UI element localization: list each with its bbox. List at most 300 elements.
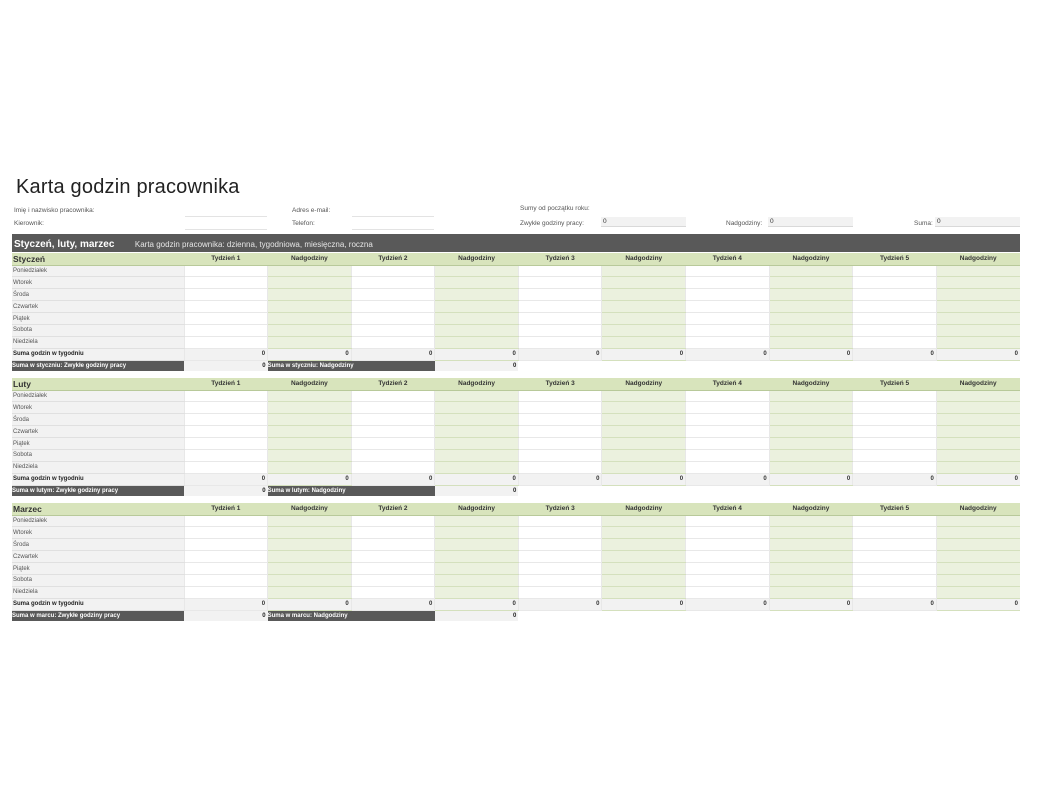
hours-cell[interactable] bbox=[518, 414, 602, 426]
overtime-cell[interactable] bbox=[602, 402, 686, 414]
hours-cell[interactable] bbox=[686, 551, 770, 563]
overtime-cell[interactable] bbox=[435, 574, 519, 586]
hours-cell[interactable] bbox=[518, 586, 602, 598]
month-name: Luty bbox=[12, 378, 184, 390]
overtime-cell[interactable] bbox=[936, 277, 1020, 289]
hours-cell[interactable] bbox=[184, 551, 268, 563]
day-label: Piątek bbox=[12, 313, 184, 325]
email-field[interactable] bbox=[352, 216, 434, 217]
overtime-cell[interactable] bbox=[769, 289, 853, 301]
hours-cell[interactable] bbox=[518, 289, 602, 301]
hours-cell[interactable] bbox=[853, 586, 937, 598]
overtime-cell[interactable] bbox=[602, 563, 686, 575]
overtime-cell[interactable] bbox=[435, 414, 519, 426]
overtime-cell[interactable] bbox=[435, 324, 519, 336]
month-total-row bbox=[12, 485, 1020, 496]
hours-cell[interactable] bbox=[853, 414, 937, 426]
overtime-cell[interactable] bbox=[602, 527, 686, 539]
page-title: Karta godzin pracownika bbox=[16, 176, 240, 198]
overtime-cell[interactable] bbox=[769, 438, 853, 450]
hours-cell[interactable] bbox=[686, 586, 770, 598]
table-row bbox=[12, 277, 1020, 289]
overtime-cell[interactable] bbox=[435, 265, 519, 277]
overtime-cell[interactable] bbox=[602, 265, 686, 277]
hours-cell[interactable] bbox=[686, 289, 770, 301]
overtime-cell[interactable] bbox=[268, 402, 352, 414]
overtime-cell[interactable] bbox=[268, 461, 352, 473]
overtime-cell[interactable] bbox=[435, 563, 519, 575]
hours-cell[interactable] bbox=[351, 324, 435, 336]
overtime-cell[interactable] bbox=[769, 277, 853, 289]
hours-cell[interactable] bbox=[686, 461, 770, 473]
overtime-cell[interactable] bbox=[268, 586, 352, 598]
hours-cell[interactable] bbox=[853, 539, 937, 551]
table-header-row bbox=[12, 378, 1020, 390]
overtime-cell[interactable] bbox=[602, 414, 686, 426]
hours-cell[interactable] bbox=[853, 301, 937, 313]
hours-cell[interactable] bbox=[853, 449, 937, 461]
week-sum-value: 0 bbox=[184, 348, 268, 360]
week-sum-value: 0 bbox=[184, 598, 268, 610]
overtime-column-header: Nadgodziny bbox=[602, 378, 686, 390]
email-label: Adres e-mail: bbox=[292, 207, 331, 214]
overtime-cell[interactable] bbox=[268, 563, 352, 575]
week-sum-value: 0 bbox=[268, 473, 352, 485]
overtime-cell[interactable] bbox=[602, 515, 686, 527]
day-label: Niedziela bbox=[12, 586, 184, 598]
hours-cell[interactable] bbox=[686, 438, 770, 450]
overtime-cell[interactable] bbox=[936, 449, 1020, 461]
month-name: Marzec bbox=[12, 503, 184, 515]
month-overtime-label: Suma w marcu: Nadgodziny bbox=[268, 610, 435, 621]
hours-cell[interactable] bbox=[351, 414, 435, 426]
hours-cell[interactable] bbox=[518, 539, 602, 551]
hours-cell[interactable] bbox=[518, 551, 602, 563]
week-sum-label: Suma godzin w tygodniu bbox=[12, 598, 184, 610]
overtime-cell[interactable] bbox=[602, 586, 686, 598]
quarter-banner bbox=[12, 234, 1020, 252]
hours-cell[interactable] bbox=[853, 438, 937, 450]
overtime-cell[interactable] bbox=[602, 574, 686, 586]
table-row bbox=[12, 438, 1020, 450]
overtime-cell[interactable] bbox=[936, 289, 1020, 301]
overtime-cell[interactable] bbox=[268, 301, 352, 313]
overtime-cell[interactable] bbox=[435, 551, 519, 563]
table-row bbox=[12, 527, 1020, 539]
overtime-cell[interactable] bbox=[936, 265, 1020, 277]
hours-cell[interactable] bbox=[351, 438, 435, 450]
overtime-cell[interactable] bbox=[435, 527, 519, 539]
overtime-cell[interactable] bbox=[936, 390, 1020, 402]
hours-cell[interactable] bbox=[853, 265, 937, 277]
phone-label: Telefon: bbox=[292, 220, 315, 227]
hours-cell[interactable] bbox=[184, 438, 268, 450]
overtime-cell[interactable] bbox=[268, 551, 352, 563]
hours-cell[interactable] bbox=[853, 289, 937, 301]
overtime-cell[interactable] bbox=[435, 313, 519, 325]
overtime-cell[interactable] bbox=[435, 426, 519, 438]
week-column-header: Tydzień 3 bbox=[518, 253, 602, 265]
week-sum-value: 0 bbox=[602, 598, 686, 610]
overtime-cell[interactable] bbox=[602, 539, 686, 551]
week-sum-row bbox=[12, 348, 1020, 360]
overtime-cell[interactable] bbox=[769, 313, 853, 325]
overtime-cell[interactable] bbox=[936, 313, 1020, 325]
overtime-cell[interactable] bbox=[769, 515, 853, 527]
overtime-cell[interactable] bbox=[435, 539, 519, 551]
overtime-cell[interactable] bbox=[268, 336, 352, 348]
week-sum-value: 0 bbox=[769, 598, 853, 610]
hours-cell[interactable] bbox=[518, 336, 602, 348]
table-row bbox=[12, 574, 1020, 586]
overtime-cell[interactable] bbox=[769, 574, 853, 586]
hours-cell[interactable] bbox=[184, 515, 268, 527]
overtime-cell[interactable] bbox=[602, 324, 686, 336]
overtime-column-header: Nadgodziny bbox=[268, 253, 352, 265]
overtime-cell[interactable] bbox=[435, 390, 519, 402]
hours-cell[interactable] bbox=[518, 390, 602, 402]
hours-cell[interactable] bbox=[184, 563, 268, 575]
hours-cell[interactable] bbox=[351, 527, 435, 539]
week-sum-value: 0 bbox=[351, 598, 435, 610]
hours-cell[interactable] bbox=[853, 324, 937, 336]
overtime-cell[interactable] bbox=[602, 301, 686, 313]
month-block bbox=[12, 253, 1020, 371]
overtime-cell[interactable] bbox=[268, 426, 352, 438]
hours-cell[interactable] bbox=[351, 461, 435, 473]
week-sum-value: 0 bbox=[853, 348, 937, 360]
hours-cell[interactable] bbox=[686, 449, 770, 461]
hours-cell[interactable] bbox=[184, 336, 268, 348]
hours-cell[interactable] bbox=[686, 313, 770, 325]
overtime-cell[interactable] bbox=[936, 563, 1020, 575]
overtime-cell[interactable] bbox=[268, 277, 352, 289]
overtime-cell[interactable] bbox=[435, 438, 519, 450]
overtime-cell[interactable] bbox=[769, 586, 853, 598]
overtime-cell[interactable] bbox=[435, 289, 519, 301]
hours-cell[interactable] bbox=[351, 390, 435, 402]
overtime-cell[interactable] bbox=[268, 438, 352, 450]
overtime-cell[interactable] bbox=[769, 324, 853, 336]
empty-cell bbox=[518, 610, 1020, 621]
week-sum-value: 0 bbox=[518, 473, 602, 485]
hours-cell[interactable] bbox=[184, 277, 268, 289]
overtime-column-header: Nadgodziny bbox=[602, 253, 686, 265]
ytd-regular-label: Zwykłe godziny pracy: bbox=[520, 220, 584, 227]
overtime-cell[interactable] bbox=[769, 426, 853, 438]
hours-cell[interactable] bbox=[351, 539, 435, 551]
hours-cell[interactable] bbox=[853, 574, 937, 586]
hours-cell[interactable] bbox=[853, 461, 937, 473]
overtime-cell[interactable] bbox=[769, 449, 853, 461]
month-name: Styczeń bbox=[12, 253, 184, 265]
hours-cell[interactable] bbox=[184, 414, 268, 426]
day-label: Środa bbox=[12, 414, 184, 426]
week-column-header: Tydzień 4 bbox=[686, 503, 770, 515]
hours-cell[interactable] bbox=[518, 301, 602, 313]
overtime-cell[interactable] bbox=[936, 426, 1020, 438]
overtime-cell[interactable] bbox=[936, 586, 1020, 598]
hours-cell[interactable] bbox=[853, 277, 937, 289]
month-total-row bbox=[12, 610, 1020, 621]
overtime-cell[interactable] bbox=[602, 461, 686, 473]
manager-field[interactable] bbox=[185, 229, 267, 230]
hours-cell[interactable] bbox=[853, 402, 937, 414]
hours-cell[interactable] bbox=[686, 414, 770, 426]
overtime-cell[interactable] bbox=[936, 551, 1020, 563]
phone-field[interactable] bbox=[352, 229, 434, 230]
hours-cell[interactable] bbox=[351, 586, 435, 598]
hours-cell[interactable] bbox=[686, 563, 770, 575]
overtime-cell[interactable] bbox=[936, 527, 1020, 539]
hours-cell[interactable] bbox=[518, 449, 602, 461]
overtime-cell[interactable] bbox=[602, 390, 686, 402]
overtime-cell[interactable] bbox=[268, 265, 352, 277]
employee-name-field[interactable] bbox=[185, 216, 267, 217]
hours-cell[interactable] bbox=[518, 313, 602, 325]
week-sum-value: 0 bbox=[853, 598, 937, 610]
hours-cell[interactable] bbox=[853, 527, 937, 539]
week-sum-label: Suma godzin w tygodniu bbox=[12, 348, 184, 360]
week-sum-value: 0 bbox=[602, 473, 686, 485]
week-column-header: Tydzień 2 bbox=[351, 503, 435, 515]
hours-cell[interactable] bbox=[351, 551, 435, 563]
day-label: Niedziela bbox=[12, 461, 184, 473]
hours-cell[interactable] bbox=[184, 527, 268, 539]
overtime-cell[interactable] bbox=[936, 515, 1020, 527]
overtime-cell[interactable] bbox=[435, 461, 519, 473]
table-row bbox=[12, 586, 1020, 598]
overtime-cell[interactable] bbox=[268, 574, 352, 586]
week-column-header: Tydzień 5 bbox=[853, 253, 937, 265]
hours-cell[interactable] bbox=[351, 265, 435, 277]
overtime-cell[interactable] bbox=[268, 527, 352, 539]
hours-cell[interactable] bbox=[518, 563, 602, 575]
week-column-header: Tydzień 1 bbox=[184, 378, 268, 390]
hours-cell[interactable] bbox=[686, 515, 770, 527]
month-overtime-value: 0 bbox=[435, 360, 519, 371]
overtime-cell[interactable] bbox=[435, 277, 519, 289]
hours-cell[interactable] bbox=[351, 402, 435, 414]
hours-cell[interactable] bbox=[518, 324, 602, 336]
overtime-column-header: Nadgodziny bbox=[268, 503, 352, 515]
overtime-cell[interactable] bbox=[268, 539, 352, 551]
week-sum-value: 0 bbox=[853, 473, 937, 485]
overtime-cell[interactable] bbox=[268, 324, 352, 336]
overtime-cell[interactable] bbox=[769, 563, 853, 575]
hours-cell[interactable] bbox=[853, 515, 937, 527]
hours-cell[interactable] bbox=[853, 426, 937, 438]
overtime-cell[interactable] bbox=[602, 449, 686, 461]
hours-cell[interactable] bbox=[184, 313, 268, 325]
hours-cell[interactable] bbox=[518, 402, 602, 414]
hours-cell[interactable] bbox=[184, 390, 268, 402]
quarter-subtitle: Karta godzin pracownika: dzienna, tygodniowa, miesięczna, roczna bbox=[134, 240, 373, 249]
overtime-cell[interactable] bbox=[268, 449, 352, 461]
overtime-cell[interactable] bbox=[936, 414, 1020, 426]
hours-cell[interactable] bbox=[351, 289, 435, 301]
hours-cell[interactable] bbox=[853, 336, 937, 348]
month-regular-value: 0 bbox=[184, 610, 268, 621]
day-label: Poniedziałek bbox=[12, 390, 184, 402]
overtime-cell[interactable] bbox=[602, 426, 686, 438]
manager-label: Kierownik: bbox=[14, 220, 44, 227]
overtime-cell[interactable] bbox=[769, 265, 853, 277]
week-column-header: Tydzień 3 bbox=[518, 503, 602, 515]
ytd-overtime-label: Nadgodziny: bbox=[726, 220, 763, 227]
hours-cell[interactable] bbox=[351, 277, 435, 289]
table-row bbox=[12, 551, 1020, 563]
overtime-cell[interactable] bbox=[769, 414, 853, 426]
day-label: Poniedziałek bbox=[12, 265, 184, 277]
overtime-cell[interactable] bbox=[769, 551, 853, 563]
overtime-cell[interactable] bbox=[435, 301, 519, 313]
hours-cell[interactable] bbox=[184, 449, 268, 461]
hours-cell[interactable] bbox=[351, 515, 435, 527]
hours-cell[interactable] bbox=[518, 527, 602, 539]
day-label: Niedziela bbox=[12, 336, 184, 348]
month-overtime-label: Suma w styczniu: Nadgodziny bbox=[268, 360, 435, 371]
timesheet-table bbox=[12, 253, 1020, 371]
month-regular-value: 0 bbox=[184, 360, 268, 371]
hours-cell[interactable] bbox=[853, 390, 937, 402]
hours-cell[interactable] bbox=[184, 586, 268, 598]
ytd-label: Sumy od początku roku: bbox=[520, 205, 590, 212]
month-block bbox=[12, 503, 1020, 621]
hours-cell[interactable] bbox=[518, 461, 602, 473]
hours-cell[interactable] bbox=[351, 449, 435, 461]
hours-cell[interactable] bbox=[518, 426, 602, 438]
overtime-cell[interactable] bbox=[769, 336, 853, 348]
hours-cell[interactable] bbox=[184, 301, 268, 313]
hours-cell[interactable] bbox=[686, 402, 770, 414]
week-sum-value: 0 bbox=[351, 473, 435, 485]
overtime-cell[interactable] bbox=[769, 461, 853, 473]
week-column-header: Tydzień 3 bbox=[518, 378, 602, 390]
hours-cell[interactable] bbox=[184, 461, 268, 473]
hours-cell[interactable] bbox=[184, 574, 268, 586]
hours-cell[interactable] bbox=[184, 539, 268, 551]
overtime-cell[interactable] bbox=[268, 515, 352, 527]
overtime-cell[interactable] bbox=[435, 336, 519, 348]
hours-cell[interactable] bbox=[351, 301, 435, 313]
week-column-header: Tydzień 4 bbox=[686, 253, 770, 265]
overtime-column-header: Nadgodziny bbox=[936, 378, 1020, 390]
table-row bbox=[12, 539, 1020, 551]
overtime-cell[interactable] bbox=[435, 586, 519, 598]
hours-cell[interactable] bbox=[686, 265, 770, 277]
hours-cell[interactable] bbox=[184, 324, 268, 336]
hours-cell[interactable] bbox=[351, 574, 435, 586]
overtime-column-header: Nadgodziny bbox=[435, 253, 519, 265]
hours-cell[interactable] bbox=[686, 527, 770, 539]
day-label: Piątek bbox=[12, 563, 184, 575]
week-sum-value: 0 bbox=[435, 598, 519, 610]
overtime-cell[interactable] bbox=[936, 461, 1020, 473]
day-label: Wtorek bbox=[12, 527, 184, 539]
overtime-cell[interactable] bbox=[769, 390, 853, 402]
hours-cell[interactable] bbox=[853, 551, 937, 563]
overtime-cell[interactable] bbox=[602, 277, 686, 289]
overtime-cell[interactable] bbox=[268, 313, 352, 325]
hours-cell[interactable] bbox=[686, 539, 770, 551]
week-sum-value: 0 bbox=[435, 348, 519, 360]
overtime-cell[interactable] bbox=[769, 539, 853, 551]
hours-cell[interactable] bbox=[686, 390, 770, 402]
overtime-cell[interactable] bbox=[936, 438, 1020, 450]
hours-cell[interactable] bbox=[184, 265, 268, 277]
overtime-cell[interactable] bbox=[268, 390, 352, 402]
overtime-column-header: Nadgodziny bbox=[435, 378, 519, 390]
hours-cell[interactable] bbox=[518, 438, 602, 450]
hours-cell[interactable] bbox=[351, 563, 435, 575]
overtime-cell[interactable] bbox=[602, 551, 686, 563]
week-column-header: Tydzień 1 bbox=[184, 503, 268, 515]
overtime-cell[interactable] bbox=[936, 402, 1020, 414]
hours-cell[interactable] bbox=[518, 265, 602, 277]
hours-cell[interactable] bbox=[686, 426, 770, 438]
table-row bbox=[12, 563, 1020, 575]
hours-cell[interactable] bbox=[518, 574, 602, 586]
overtime-cell[interactable] bbox=[268, 414, 352, 426]
hours-cell[interactable] bbox=[686, 324, 770, 336]
overtime-cell[interactable] bbox=[268, 289, 352, 301]
hours-cell[interactable] bbox=[686, 277, 770, 289]
overtime-cell[interactable] bbox=[602, 313, 686, 325]
hours-cell[interactable] bbox=[351, 336, 435, 348]
table-row bbox=[12, 515, 1020, 527]
hours-cell[interactable] bbox=[351, 426, 435, 438]
hours-cell[interactable] bbox=[351, 313, 435, 325]
overtime-cell[interactable] bbox=[769, 301, 853, 313]
week-sum-value: 0 bbox=[518, 348, 602, 360]
overtime-column-header: Nadgodziny bbox=[936, 253, 1020, 265]
month-block bbox=[12, 378, 1020, 496]
hours-cell[interactable] bbox=[184, 426, 268, 438]
hours-cell[interactable] bbox=[686, 336, 770, 348]
hours-cell[interactable] bbox=[853, 563, 937, 575]
day-label: Środa bbox=[12, 289, 184, 301]
hours-cell[interactable] bbox=[853, 313, 937, 325]
overtime-cell[interactable] bbox=[936, 324, 1020, 336]
hours-cell[interactable] bbox=[686, 301, 770, 313]
hours-cell[interactable] bbox=[686, 574, 770, 586]
week-sum-value: 0 bbox=[769, 473, 853, 485]
hours-cell[interactable] bbox=[518, 277, 602, 289]
hours-cell[interactable] bbox=[518, 515, 602, 527]
overtime-cell[interactable] bbox=[435, 449, 519, 461]
overtime-cell[interactable] bbox=[435, 515, 519, 527]
week-sum-value: 0 bbox=[435, 473, 519, 485]
overtime-cell[interactable] bbox=[936, 301, 1020, 313]
hours-cell[interactable] bbox=[184, 402, 268, 414]
overtime-cell[interactable] bbox=[769, 527, 853, 539]
overtime-cell[interactable] bbox=[936, 539, 1020, 551]
hours-cell[interactable] bbox=[184, 289, 268, 301]
day-label: Wtorek bbox=[12, 277, 184, 289]
ytd-total-value: 0 bbox=[935, 217, 1020, 227]
overtime-cell[interactable] bbox=[936, 336, 1020, 348]
overtime-cell[interactable] bbox=[602, 289, 686, 301]
month-overtime-label: Suma w lutym: Nadgodziny bbox=[268, 485, 435, 496]
overtime-cell[interactable] bbox=[602, 336, 686, 348]
week-sum-value: 0 bbox=[936, 598, 1020, 610]
overtime-cell[interactable] bbox=[435, 402, 519, 414]
overtime-cell[interactable] bbox=[769, 402, 853, 414]
overtime-cell[interactable] bbox=[936, 574, 1020, 586]
table-row bbox=[12, 449, 1020, 461]
overtime-cell[interactable] bbox=[602, 438, 686, 450]
